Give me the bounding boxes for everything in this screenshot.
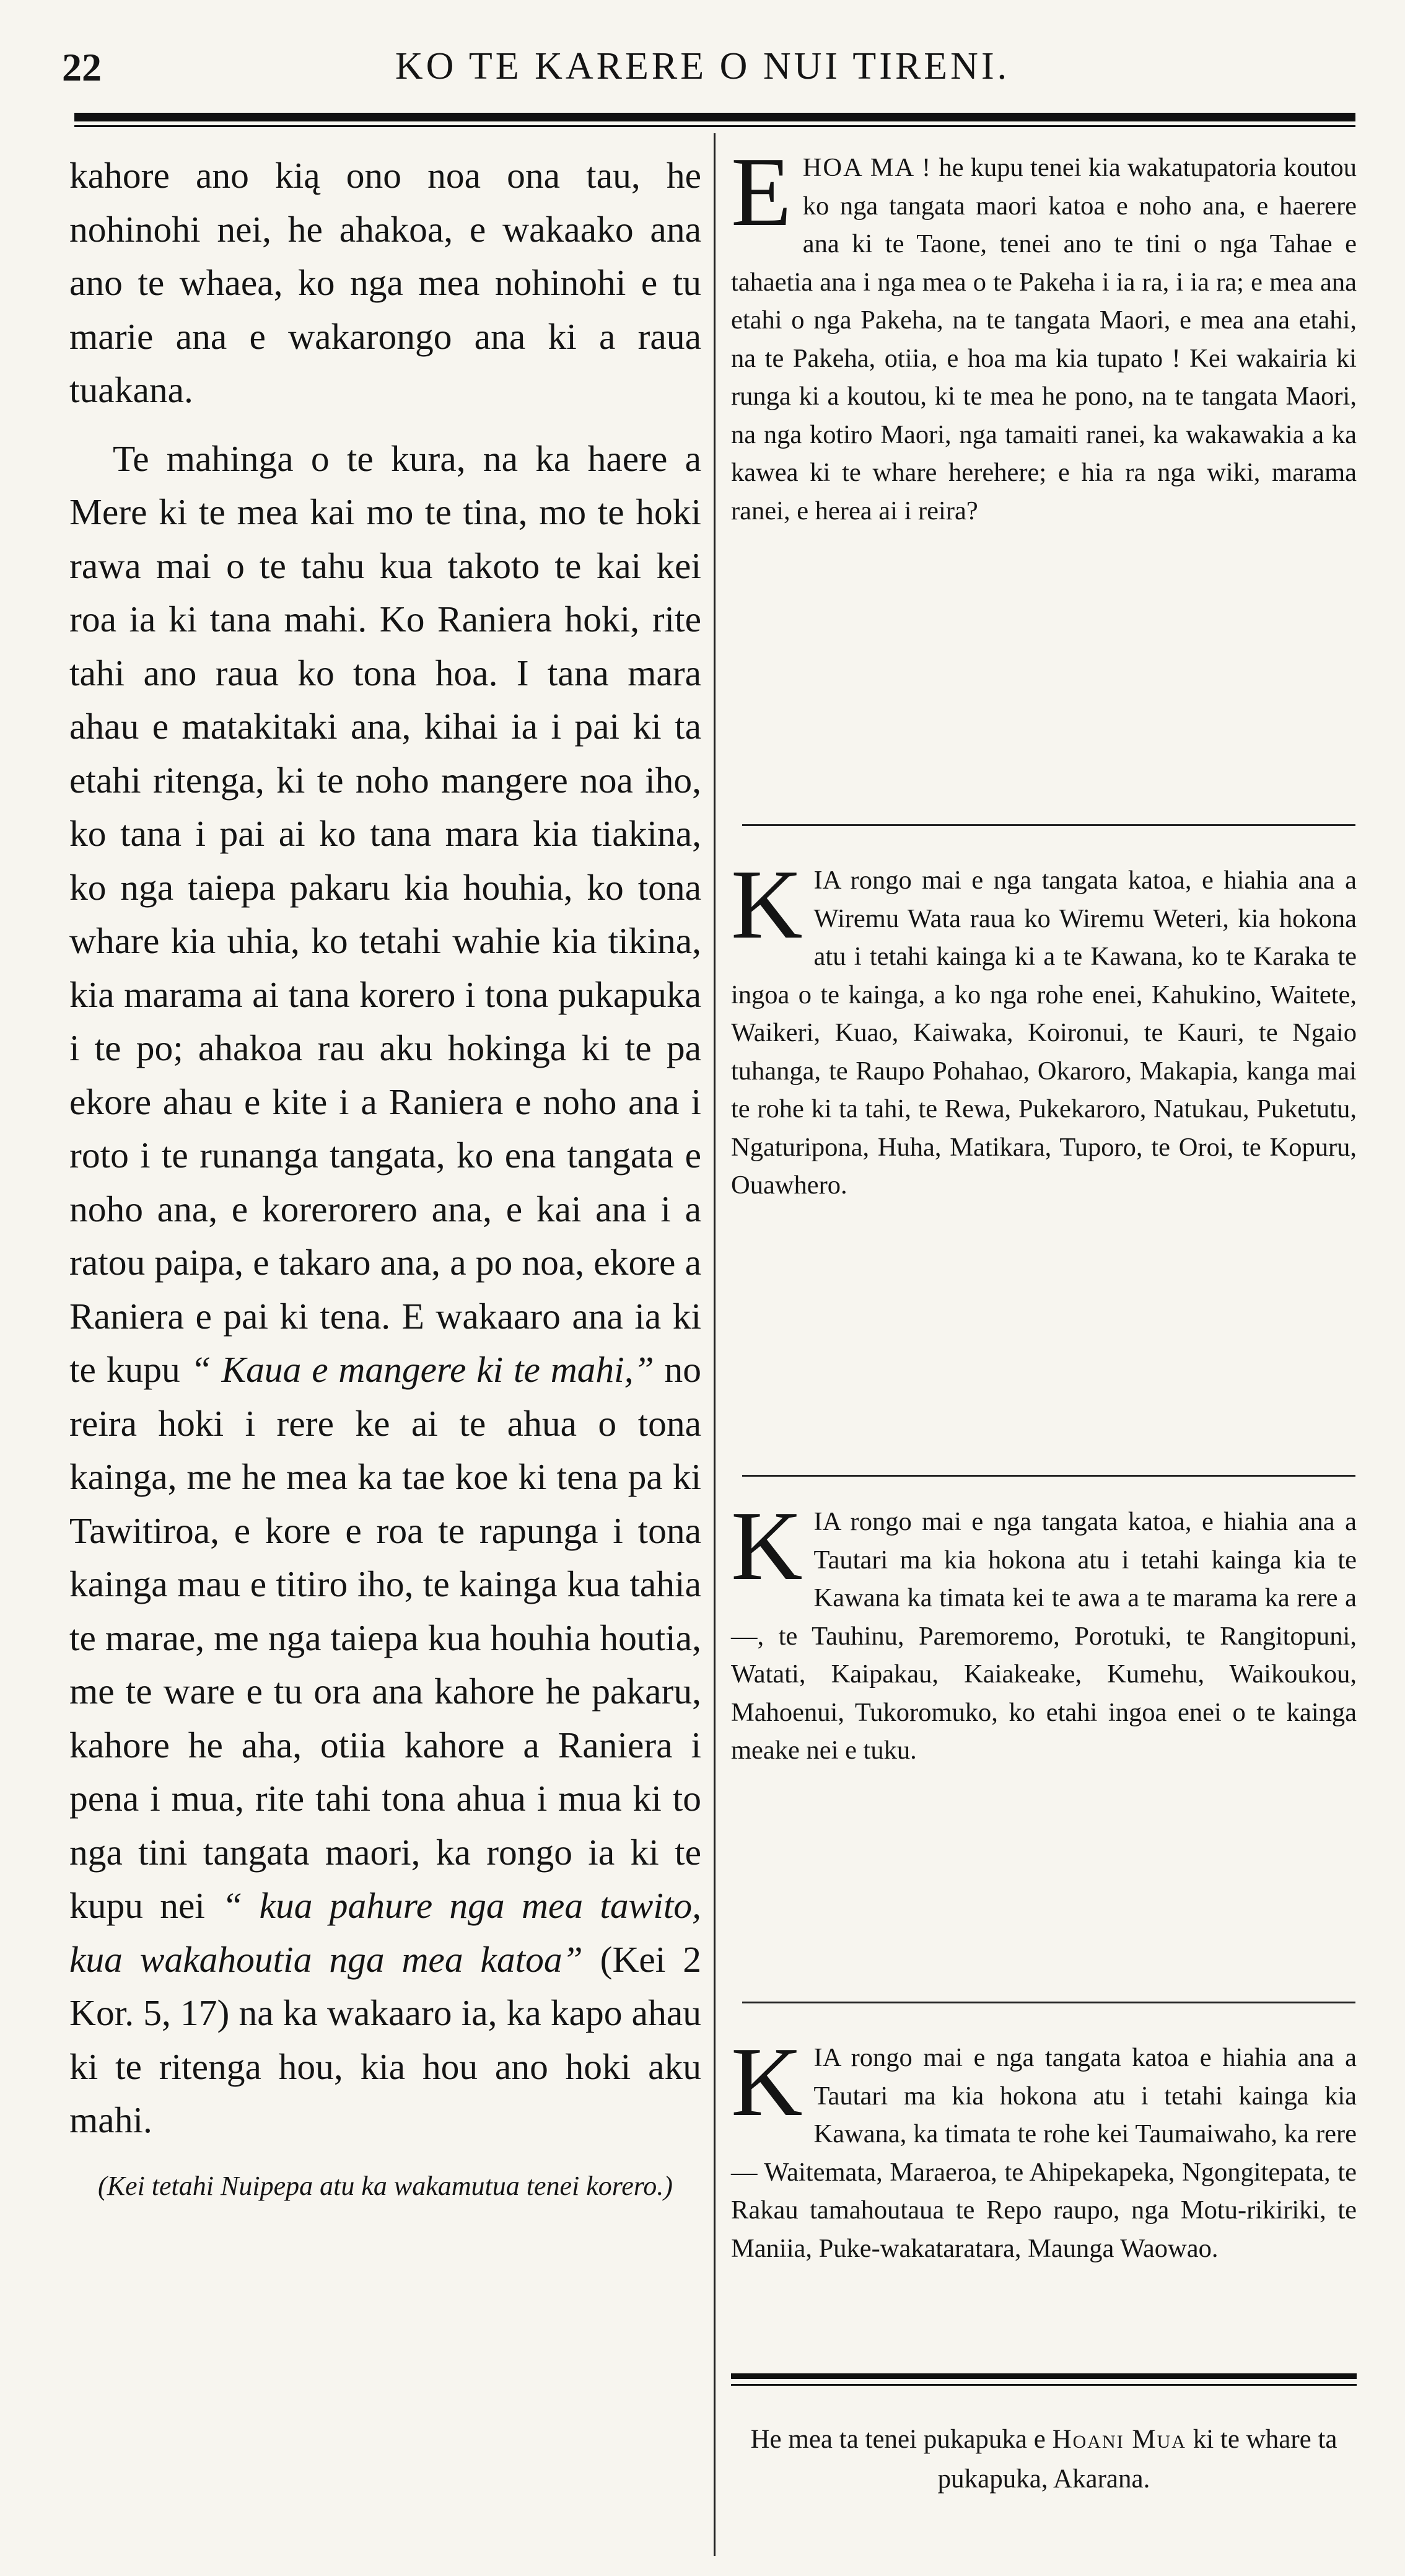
left-column xyxy=(69,149,701,2208)
running-title: KO TE KARERE O NUI TIRENI. xyxy=(395,45,1010,87)
header-rule-thick xyxy=(74,113,1355,121)
printer-name: Hoani Mua xyxy=(1052,2425,1186,2454)
imprint-prefix: He mea ta tenei pukapuka e xyxy=(750,2425,1046,2454)
notice-body: IA rongo mai e nga tangata katoa e hiahia ana a Tautari ma kia hokona atu i tetahi kainga kia Kawana, ka timata te rohe kei Taumaiwaho, ka rere — Waitemata, Maraeroa, te Ahipekapeka, Ngongitepata, te Rakau tamahoutaua te Repo raupo, nga Motu-rikiriki, te Maniia, Puke-wakataratara, Maunga Waowao. xyxy=(731,2043,1357,2263)
left-paragraph-1: kahore ano kią ono noa ona tau, he nohinohi nei, he ahakoa, e wakaako ana ano te whaea, ko nga mea nohinohi e tu marie ana e wakarongo ana ki a raua tuakana. xyxy=(69,155,701,410)
notice-land-sale-tautari-2 xyxy=(731,2026,1357,2267)
notice-separator xyxy=(742,824,1355,826)
dropcap: K xyxy=(731,849,803,959)
header-rule-thin xyxy=(74,125,1355,127)
column-divider xyxy=(714,133,716,2556)
notice-separator xyxy=(742,1475,1355,1477)
page-header xyxy=(62,45,1343,100)
source-note: (Kei tetahi Nuipepa atu ka wakamutua tenei korero.) xyxy=(98,2170,673,2201)
scripture-quote-1: “ Kaua e mangere ki te mahi,” xyxy=(190,1349,654,1390)
left-paragraph-2-part-b: no reira hoki i rere ke ai te ahua o tona kainga, me he mea ka tae koe ki tena pa ki Tawitiroa, e kore e roa te rapunga i tona kainga mau e titiro iho, te kainga kua tahia te marae, me nga taiepa kua houhia houtia, me te ware e tu ora ana kahore he pakaru, kahore he aha, otiia kahore a Raniera i pena i mua, rite tahi tona ahua i mua ki to nga tini tangata maori, ka rongo ia ki te kupu nei xyxy=(69,1349,701,1926)
scripture-quote-2: “ kua pahure nga mea tawito, kua wakahoutia nga mea katoa” xyxy=(69,1885,701,1980)
notice-body: he kupu tenei kia wakatupatoria koutou ko nga tangata maori katoa e noho ana, e haerere ana ki te Taone, tenei ano te tini o nga Tahae e tahaetia ana i nga mea o te Pakeha i ia ra, i ia ra; e mea ana etahi o nga Pakeha, na te tangata Maori, e mea ana etahi, na te Pakeha, otiia, e hoa ma kia tupato ! Kei wakairia ki runga ki a koutou, ki te mea he pono, na te tangata Maori, na nga kotiro Maori, nga tamaiti ranei, ka wakawakia a ka kawea ki te whare herehere; e hia ra nga wiki, marama ranei, e herea ai i reira? xyxy=(731,153,1357,525)
notice-opening: HOA MA ! xyxy=(802,153,932,182)
page-number: 22 xyxy=(62,45,102,89)
dropcap: K xyxy=(731,2026,803,2137)
imprint-rule-thick xyxy=(731,2373,1357,2379)
notice-land-sale-karaka xyxy=(731,849,1357,1205)
dropcap: E xyxy=(731,136,792,247)
left-paragraph-2 xyxy=(69,432,701,2147)
imprint-suffix: ki te whare ta pukapuka, Akarana. xyxy=(937,2425,1337,2494)
notice-thieves xyxy=(731,136,1357,530)
left-paragraph-2-part-a: Te mahinga o te kura, na ka haere a Mere ki te mea kai mo te tina, mo te hoki rawa mai o te tahu kua takoto te kai kei roa ia ki tana mahi. Ko Raniera hoki, rite tahi ano raua ko tona hoa. I tana mara ahau e matakitaki ana, kihai ia i pai ki ta etahi ritenga, ki te noho mangere noa iho, ko tana i pai ai ko tana mara kia tiakina, ko nga taiepa pakaru kia houhia, ko tona whare kia uhia, ko tetahi wahie kia tikina, kia marama ai tana korero i tona pukapuka i te po; ahakoa rau aku hokinga ki te pa ekore ahau e kite i a Raniera e noho ana i roto i te runanga tangata, ko ena tangata e noho ana, e korerorero ana, e kai ana i a ratou paipa, e takaro ana, a po noa, ekore a Raniera e pai ki tena. E wakaaro ana ia ki te kupu xyxy=(69,437,701,1390)
imprint-rule-thin xyxy=(731,2384,1357,2386)
notice-body: IA rongo mai e nga tangata katoa, e hiahia ana a Wiremu Wata raua ko Wiremu Weteri, kia hokona atu i tetahi kainga ki a te Kawana, ko te Karaka te ingoa o te kainga, a ko nga rohe enei, Kahukino, Waitete, Waikeri, Kuao, Kaiwaka, Koironui, te Kauri, te Ngaio tuhanga, te Raupo Pohahao, Okaroro, Makapia, kanga mai te rohe ki ta tahi, te Rewa, Pukekaroro, Natukau, Puketutu, Ngaturipona, Huha, Matikara, Tuporo, te Oroi, te Kopuru, Ouawhero. xyxy=(731,866,1357,1200)
notice-body: IA rongo mai e nga tangata katoa, e hiahia ana a Tautari ma kia hokona atu i tetahi kainga kia te Kawana ka timata kei te awa a te marama ka rere a —, te Tauhinu, Paremoremo, Porotuki, te Rangitopuni, Watati, Kaipakau, Kaiakeake, Kumehu, Waikoukou, Mahoenui, Tukoromuko, ko etahi ingoa enei o te kainga meake nei e tuku. xyxy=(731,1507,1357,1765)
left-paragraph-2-part-c: (Kei 2 Kor. 5, 17) na ka wakaaro ia, ka kapo ahau ki te ritenga hou, kia hou ano hoki aku mahi. xyxy=(69,1938,701,2140)
notice-land-sale-tautari-1 xyxy=(731,1490,1357,1770)
printer-imprint xyxy=(731,2420,1357,2499)
notice-separator xyxy=(742,2002,1355,2003)
dropcap: K xyxy=(731,1490,803,1601)
